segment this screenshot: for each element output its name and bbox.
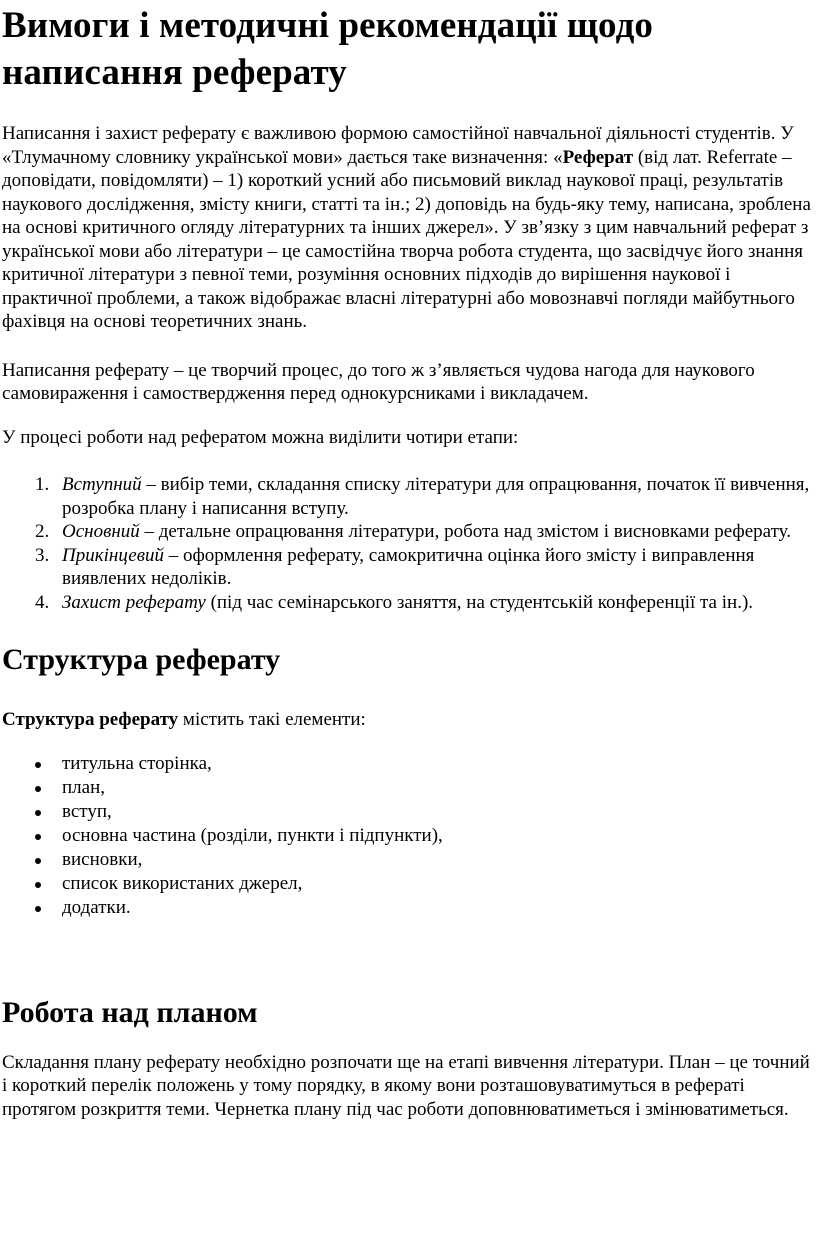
list-item <box>2 544 814 591</box>
section-heading-structure: Структура реферату <box>2 643 281 676</box>
page-title: Вимоги і методичні рекомендації щодо написання реферату <box>2 5 654 93</box>
list-number: 3. <box>35 544 50 566</box>
list-item <box>2 872 814 896</box>
list-item <box>2 752 814 776</box>
intro-text-rest: (від лат. Referrate – доповідати, повідомляти) – 1) короткий усний або письмовий виклад наукової праці, результатів наукового дослідження, змісту книги, статті та ін.; 2) доповідь на будь-яку тему, написана, зроблена на основі критичного огляду літературних та інших джерел». У зв’язку з цим навчальний реферат з української мови або літератури – це самостійна творча робота студента, що засвідчує його знання критичної літератури з певної теми, розуміння основних підходів до вирішення наукової і практичної проблеми, а також відображає власні літературні або мовознавчі погляди майбутнього фахівця на основі теоретичних знань. <box>2 146 811 332</box>
list-item <box>2 848 814 872</box>
bullet-icon <box>35 834 41 840</box>
list-item <box>2 591 814 615</box>
bullet-icon <box>35 810 41 816</box>
list-item <box>2 824 814 848</box>
stage-name: Захист реферату <box>62 591 206 613</box>
stage-name: Прикінцевий <box>62 544 164 566</box>
bullet-icon <box>35 786 41 792</box>
section-heading-plan: Робота над планом <box>2 995 258 1029</box>
stage-description: – детальне опрацювання літератури, робота над змістом і висновками реферату. <box>139 521 791 542</box>
stages-intro-paragraph: У процесі роботи над рефератом можна виділити чотири етапи: <box>2 426 519 448</box>
list-item <box>2 776 814 800</box>
list-item <box>2 473 814 520</box>
list-item <box>2 800 814 824</box>
plan-paragraph: Складання плану реферату необхідно розпочати ще на етапі вивчення літератури. План – це точний і короткий перелік положень у тому порядку, в якому вони розташовуватимуться в рефераті протягом розкриття теми. Чернетка плану під час роботи доповнюватиметься і змінюватиметься. <box>2 1051 810 1120</box>
stage-name: Основний <box>62 521 140 542</box>
list-item <box>2 520 814 544</box>
list-item-text: титульна сторінка, <box>62 752 212 774</box>
bullet-icon <box>35 762 41 768</box>
structure-elements-list <box>2 752 814 920</box>
bullet-icon <box>35 858 41 864</box>
stage-description: – вибір теми, складання списку літератури для опрацювання, початок її вивчення, розробка плану і написання вступу. <box>62 474 810 519</box>
bullet-icon <box>35 906 41 912</box>
list-number: 1. <box>35 474 50 495</box>
list-item-text: висновки, <box>62 848 143 870</box>
bullet-icon <box>35 882 41 888</box>
stage-description: (під час семінарського заняття, на студентській конференції та ін.). <box>205 591 754 613</box>
structure-lead-text: містить такі елементи: <box>178 709 366 730</box>
list-number: 2. <box>35 521 50 542</box>
term-referat: Реферат <box>562 146 634 168</box>
stages-list <box>2 473 814 614</box>
list-number: 4. <box>35 591 50 613</box>
structure-term: Структура реферату <box>2 709 179 730</box>
intro-text-start: Написання і захист реферату є важливою формою самостійної навчальної діяльності студентів. У «Тлумачному словнику української мови» дається таке визначення: « <box>2 123 794 168</box>
list-item-text: вступ, <box>62 800 112 822</box>
stage-name: Вступний <box>62 474 142 495</box>
list-item-text: основна частина (розділи, пункти і підпункти), <box>62 824 443 846</box>
list-item <box>2 896 814 920</box>
stage-description: – оформлення реферату, самокритична оцінка його змісту і виправлення виявлених недоліків. <box>62 544 755 589</box>
intro-paragraph <box>2 122 814 334</box>
list-item-text: план, <box>62 776 106 798</box>
list-item-text: список використаних джерел, <box>62 872 303 894</box>
creative-process-paragraph: Написання реферату – це творчий процес, до того ж з’являється чудова нагода для наукового самовираження і самоствердження перед однокурсниками і викладачем. <box>2 359 755 404</box>
list-item-text: додатки. <box>62 896 131 918</box>
structure-lead-paragraph <box>2 708 814 732</box>
document-page <box>2 0 814 1121</box>
